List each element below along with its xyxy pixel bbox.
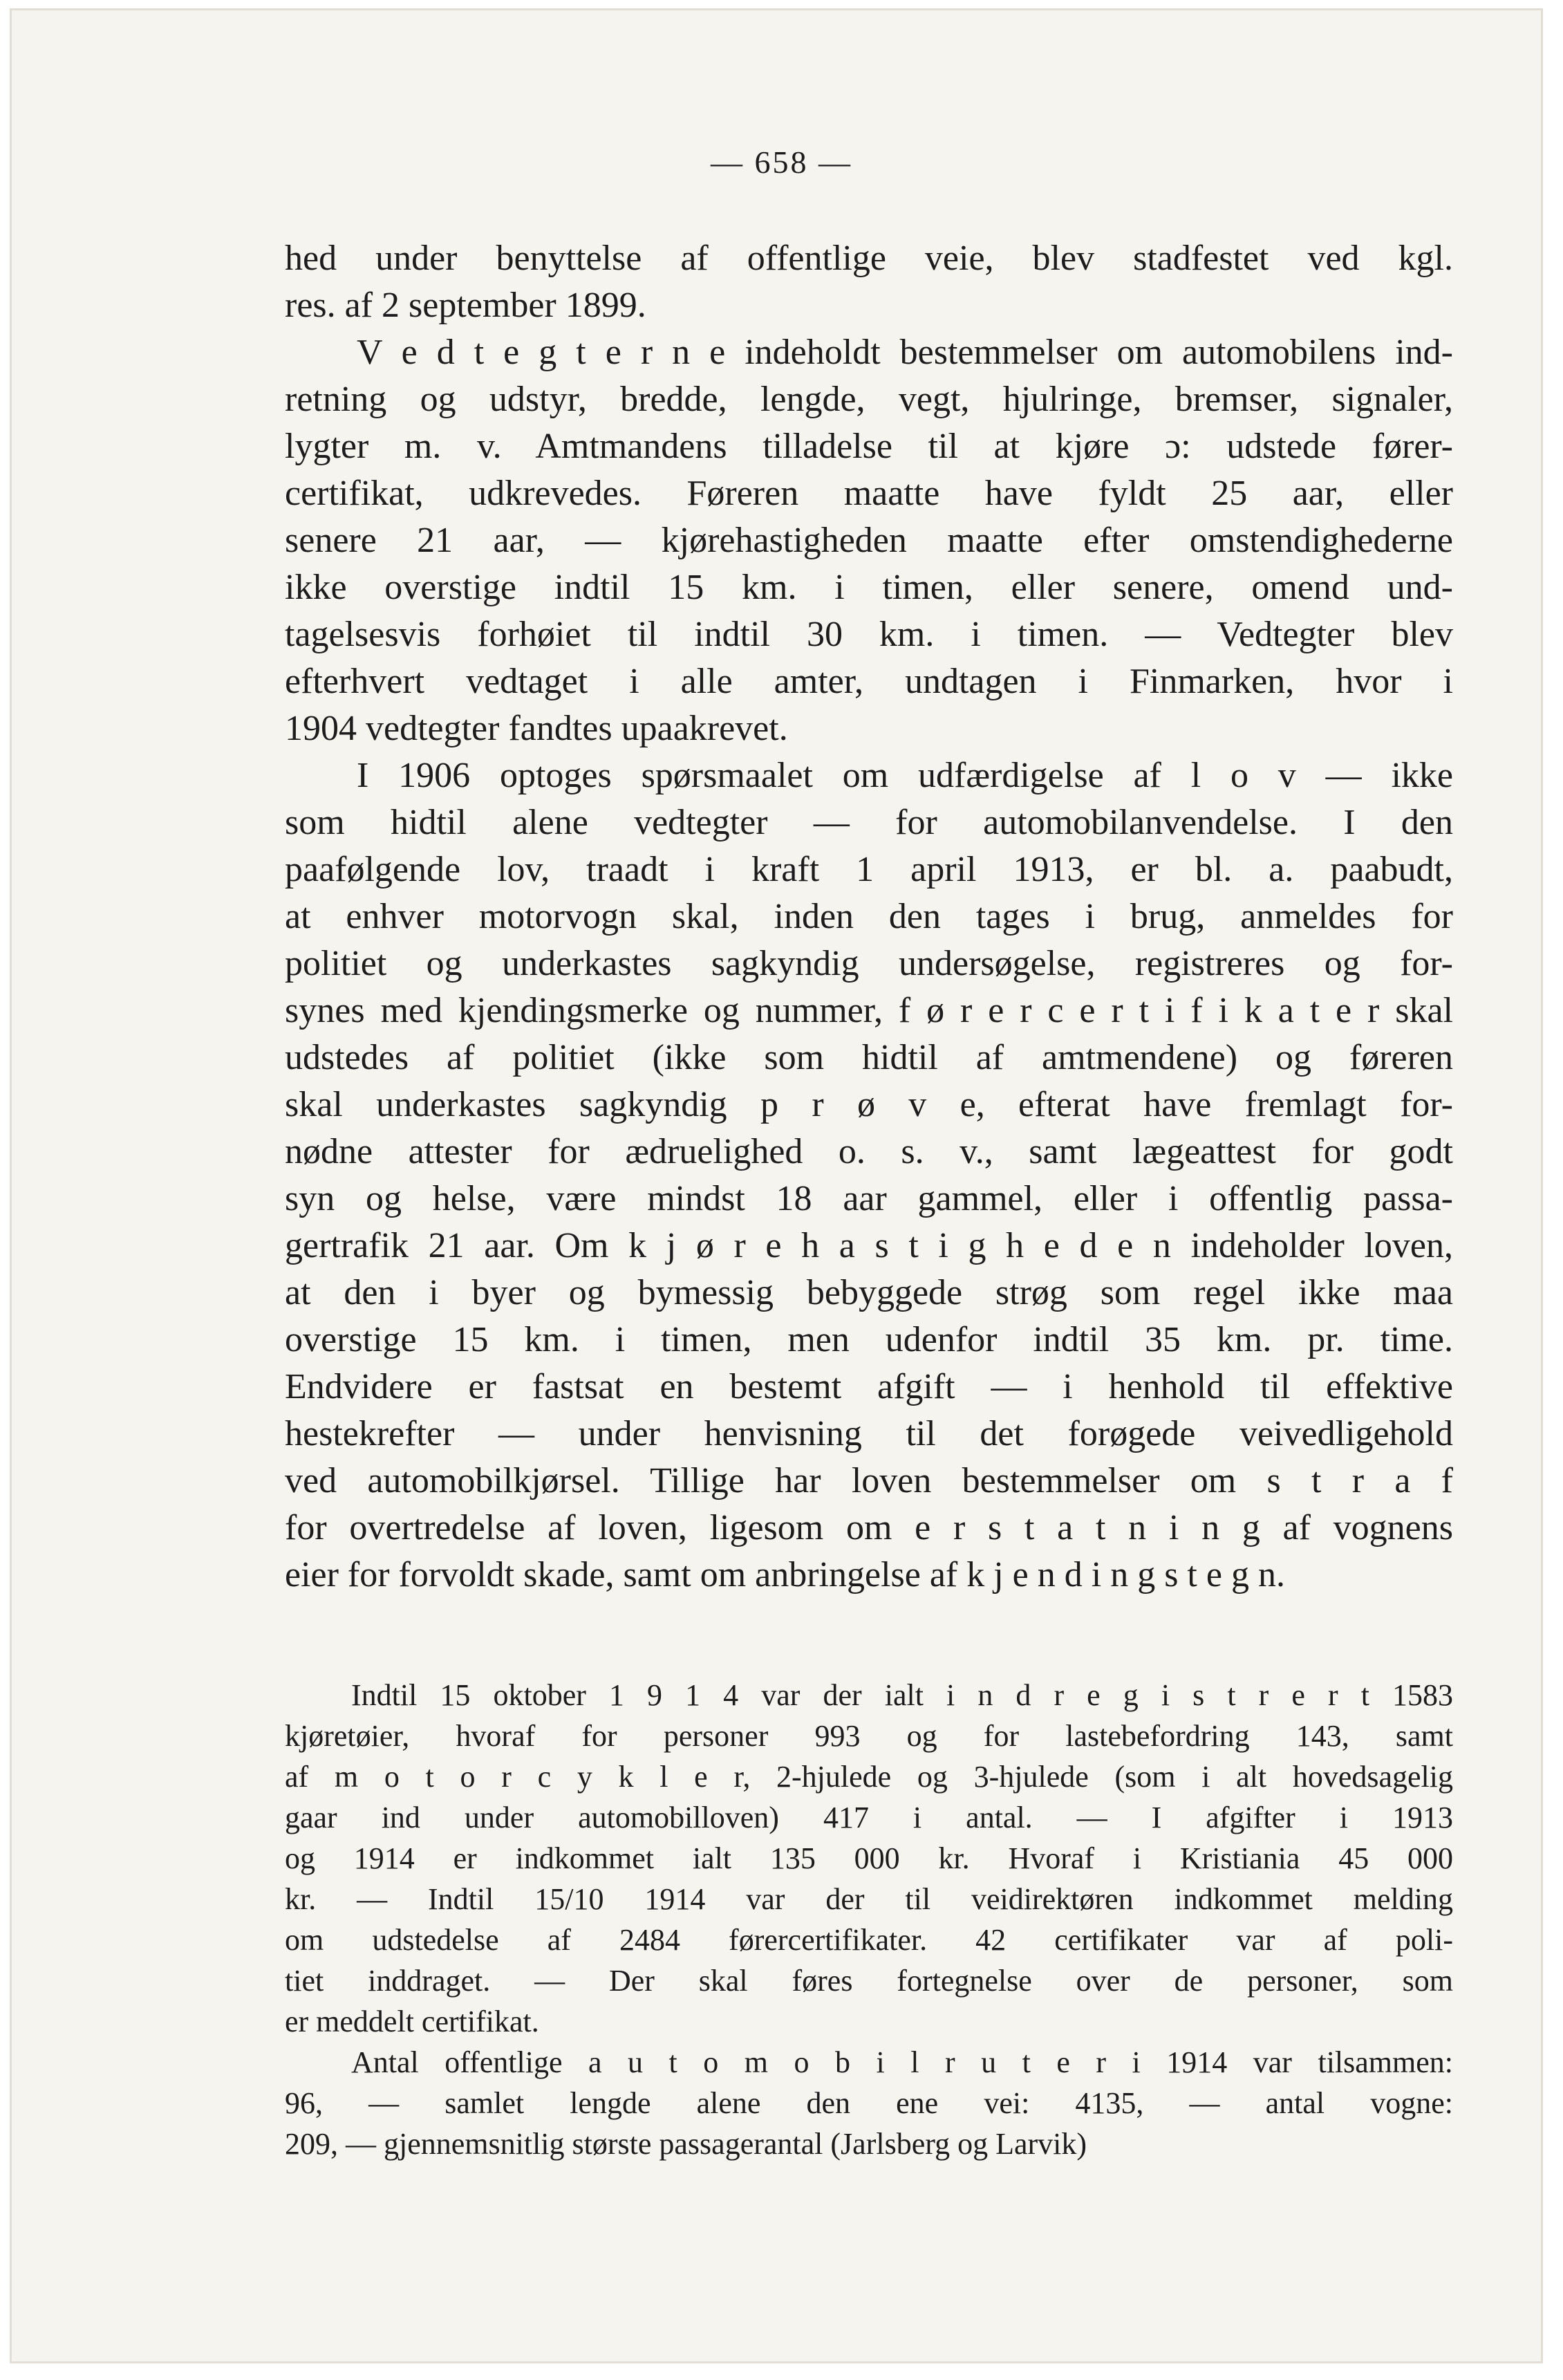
small-text-line: af m o t o r c y k l e r, 2-hjulede og 3-hjulede (som i alt hovedsagelig <box>285 1760 1453 1794</box>
small-text-line: 96, — samlet lengde alene den ene vei: 4135, — antal vogne: <box>285 2086 1453 2120</box>
body-text-line: overstige 15 km. i timen, men udenfor indtil 35 km. pr. time. <box>285 1320 1453 1359</box>
body-text-line: I 1906 optoges spørsmaalet om udfærdigelse af l o v — ikke <box>357 756 1453 795</box>
small-text-line: 209, — gjennemsnitlig største passagerantal (Jarlsberg og Larvik) <box>285 2127 1087 2161</box>
body-text-line: gertrafik 21 aar. Om k j ø r e h a s t i g h e d e n indeholder loven, <box>285 1226 1453 1265</box>
body-text-line: skal underkastes sagkyndig p r ø v e, efterat have fremlagt for- <box>285 1085 1453 1124</box>
small-text-line: Antal offentlige a u t o m o b i l r u t e r i 1914 var tilsammen: <box>351 2045 1453 2079</box>
body-text-line: 1904 vedtegter fandtes upaakrevet. <box>285 709 788 748</box>
small-text-line: kr. — Indtil 15/10 1914 var der til veidirektøren indkommet melding <box>285 1882 1453 1916</box>
body-text-line: efterhvert vedtaget i alle amter, undtagen i Finmarken, hvor i <box>285 662 1453 701</box>
small-text-line: og 1914 er indkommet ialt 135 000 kr. Hvoraf i Kristiania 45 000 <box>285 1841 1453 1875</box>
small-text-line: er meddelt certifikat. <box>285 2005 539 2038</box>
small-text-line: Indtil 15 oktober 1 9 1 4 var der ialt i n d r e g i s t r e r t 1583 <box>351 1678 1453 1712</box>
page-number: — 658 — <box>711 145 852 180</box>
body-text-line: som hidtil alene vedtegter — for automobilanvendelse. I den <box>285 803 1453 842</box>
body-text-line: tagelsesvis forhøiet til indtil 30 km. i timen. — Vedtegter blev <box>285 615 1453 654</box>
body-text-line: hestekrefter — under henvisning til det forøgede veivedligehold <box>285 1414 1453 1453</box>
body-text-line: udstedes af politiet (ikke som hidtil af amtmendene) og føreren <box>285 1038 1453 1077</box>
small-text-line: gaar ind under automobilloven) 417 i antal. — I afgifter i 1913 <box>285 1801 1453 1834</box>
small-text-line: kjøretøier, hvoraf for personer 993 og for lastebefordring 143, samt <box>285 1719 1453 1753</box>
body-text-line: syn og helse, være mindst 18 aar gammel, eller i offentlig passa- <box>285 1179 1453 1218</box>
small-text-line: tiet inddraget. — Der skal føres fortegnelse over de personer, som <box>285 1964 1453 1998</box>
body-text-line: V e d t e g t e r n e indeholdt bestemmelser om automobilens ind- <box>357 333 1453 372</box>
body-text-line: senere 21 aar, — kjørehastigheden maatte efter omstendighederne <box>285 521 1453 560</box>
body-text-line: lygter m. v. Amtmandens tilladelse til at kjøre ɔ: udstede fører- <box>285 427 1453 466</box>
body-text-line: at enhver motorvogn skal, inden den tages i brug, anmeldes for <box>285 897 1453 936</box>
body-text-line: nødne attester for ædruelighed o. s. v., samt lægeattest for godt <box>285 1132 1453 1171</box>
body-text-line: Endvidere er fastsat en bestemt afgift — i henhold til effektive <box>285 1367 1453 1406</box>
body-text-line: ikke overstige indtil 15 km. i timen, eller senere, omend und- <box>285 568 1453 607</box>
small-text-line: om udstedelse af 2484 førercertifikater. 42 certifikater var af poli- <box>285 1923 1453 1957</box>
body-text-line: res. af 2 september 1899. <box>285 286 646 325</box>
body-text-line: eier for forvoldt skade, samt om anbringelse af k j e n d i n g s t e g n. <box>285 1555 1285 1595</box>
body-text-line: certifikat, udkrevedes. Føreren maatte have fyldt 25 aar, eller <box>285 474 1453 513</box>
body-text-line: hed under benyttelse af offentlige veie, blev stadfestet ved kgl. <box>285 239 1453 278</box>
body-text-line: ved automobilkjørsel. Tillige har loven bestemmelser om s t r a f <box>285 1461 1453 1500</box>
body-text-line: paafølgende lov, traadt i kraft 1 april 1913, er bl. a. paabudt, <box>285 850 1453 889</box>
body-text-line: politiet og underkastes sagkyndig undersøgelse, registreres og for- <box>285 944 1453 983</box>
body-text-line: at den i byer og bymessig bebyggede strøg som regel ikke maa <box>285 1273 1453 1312</box>
body-text-line: synes med kjendingsmerke og nummer, f ø r e r c e r t i f i k a t e r skal <box>285 991 1453 1030</box>
body-text-line: retning og udstyr, bredde, lengde, vegt, hjulringe, bremser, signaler, <box>285 380 1453 419</box>
body-text-line: for overtredelse af loven, ligesom om e r s t a t n i n g af vognens <box>285 1508 1453 1547</box>
